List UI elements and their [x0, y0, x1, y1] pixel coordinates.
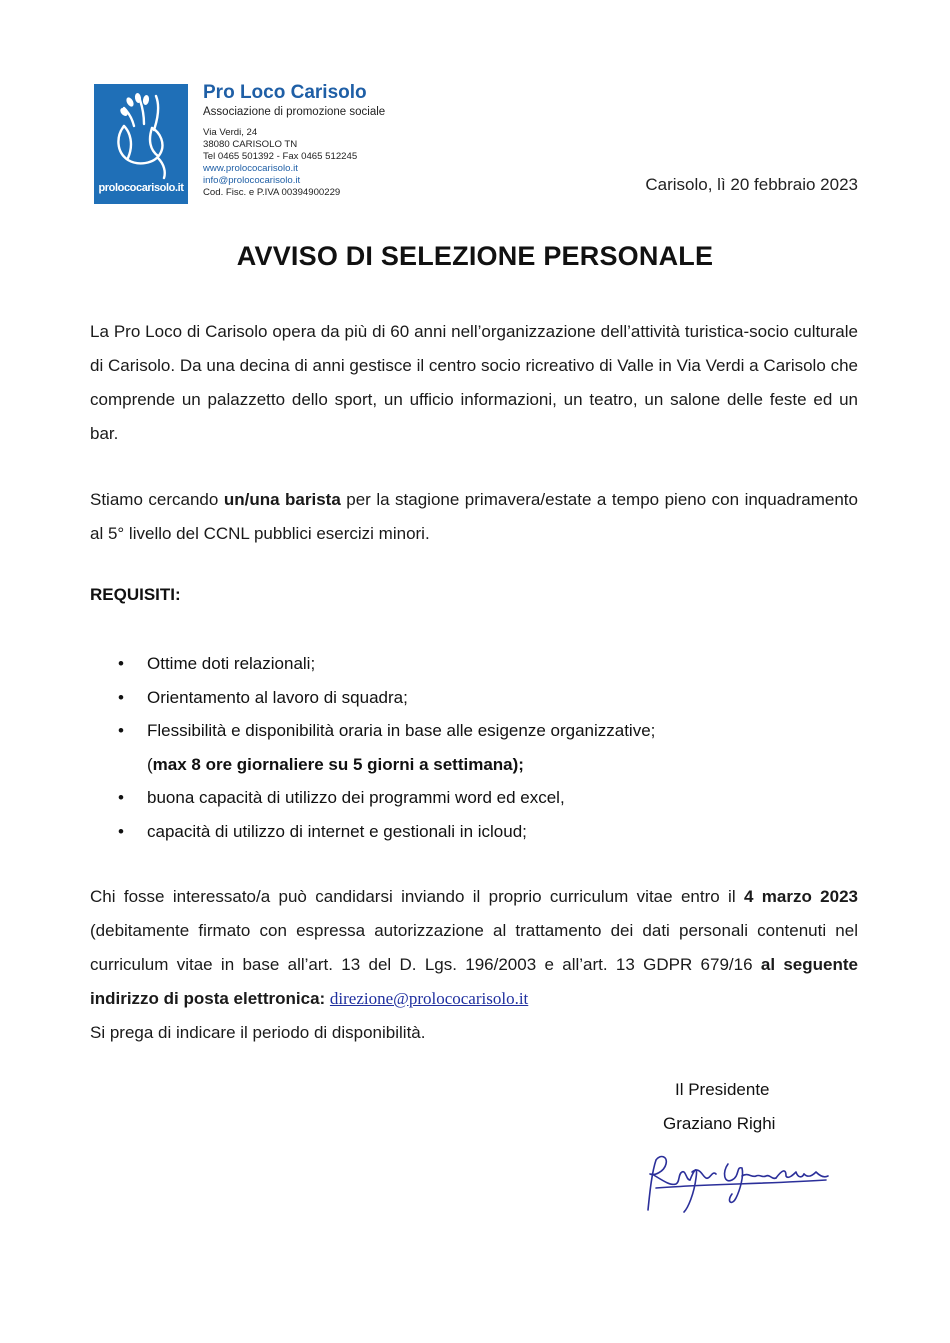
contact-email-link[interactable]: direzione@prolococarisolo.it — [329, 989, 529, 1008]
flower-logo-icon — [94, 84, 188, 184]
requirement-text: Flessibilità e disponibilità oraria in base alle esigenze organizzative; — [147, 721, 656, 740]
signatory-role: Il Presidente — [675, 1080, 770, 1099]
bullet-icon: • — [118, 821, 124, 841]
address-line-1: Via Verdi, 24 — [203, 127, 258, 138]
list-item — [90, 681, 850, 715]
closing-note: Si prega di indicare il periodo di disponibilità. — [90, 1023, 426, 1042]
organization-subtitle: Associazione di promozione sociale — [203, 106, 386, 118]
list-item — [90, 781, 850, 815]
search-paragraph — [90, 483, 858, 551]
application-paragraph — [90, 880, 858, 1050]
requirement-text: buona capacità di utilizzo dei programmi word ed excel, — [147, 788, 565, 807]
bullet-icon: • — [118, 687, 124, 707]
pro-loco-logo — [94, 84, 188, 204]
email-link[interactable]: info@prolococarisolo.it — [203, 175, 301, 187]
email-intro: al seguente indirizzo di posta elettronica: — [90, 955, 858, 1008]
bullet-icon: • — [118, 721, 124, 740]
list-item — [90, 647, 850, 681]
list-item — [90, 714, 850, 748]
search-text-after: per la stagione primavera/estate a tempo pieno con inquadramento al 5° livello del CCNL pubblici esercizi minori. — [90, 490, 858, 543]
requirement-text: capacità di utilizzo di internet e gestionali in icloud; — [147, 821, 527, 841]
deadline: 4 marzo 2023 — [743, 887, 858, 906]
requirement-text: Orientamento al lavoro di squadra; — [147, 687, 408, 707]
bullet-icon: • — [118, 654, 124, 673]
signatory-name: Graziano Righi — [663, 1114, 776, 1133]
phone-fax: Tel 0465 501392 - Fax 0465 512245 — [203, 151, 358, 163]
website-link[interactable]: www.prolococarisolo.it — [203, 163, 298, 175]
list-item — [90, 815, 850, 849]
intro-paragraph: La Pro Loco di Carisolo opera da più di 60 anni nell’organizzazione dell’attività turistica-socio culturale di Carisolo. Da una decina di anni gestisce il centro socio ricreativo di Valle in Via Verdi a Carisolo che comprende un palazzetto dello sport, un ufficio informazioni, un teatro, un salone delle feste ed un bar. — [90, 322, 858, 443]
requirement-detail: max 8 ore giornaliere su 5 giorni a settimana); — [152, 754, 524, 774]
organization-name: Pro Loco Carisolo — [203, 82, 367, 103]
bullet-icon: • — [118, 788, 124, 807]
requirements-heading: REQUISITI: — [90, 585, 181, 604]
list-item-detail — [90, 748, 850, 782]
job-role: un/una barista — [223, 490, 341, 509]
logo-url-text: prolococarisolo.it — [98, 182, 184, 194]
organization-contact-block — [203, 127, 357, 200]
document-title: AVVISO DI SELEZIONE PERSONALE — [236, 241, 714, 271]
requirement-detail-open: ( — [147, 754, 153, 774]
address-line-2: 38080 CARISOLO TN — [203, 139, 298, 151]
application-text-2: (debitamente firmato con espressa autorizzazione al trattamento dei dati personali contenuti nel curriculum vitae in base all’art. 13 del D. Lgs. 196/2003 e all’art. 13 GDPR 679/16 — [90, 921, 858, 974]
search-text-before: Stiamo cercando — [90, 490, 224, 509]
date-line: Carisolo, lì 20 febbraio 2023 — [645, 175, 858, 194]
handwritten-signature — [636, 1150, 836, 1220]
requirements-list — [90, 647, 850, 848]
fiscal-code: Cod. Fisc. e P.IVA 00394900229 — [203, 187, 341, 199]
application-text-1: Chi fosse interessato/a può candidarsi inviando il proprio curriculum vitae entro il — [90, 887, 744, 906]
requirement-text: Ottime doti relazionali; — [147, 654, 316, 673]
